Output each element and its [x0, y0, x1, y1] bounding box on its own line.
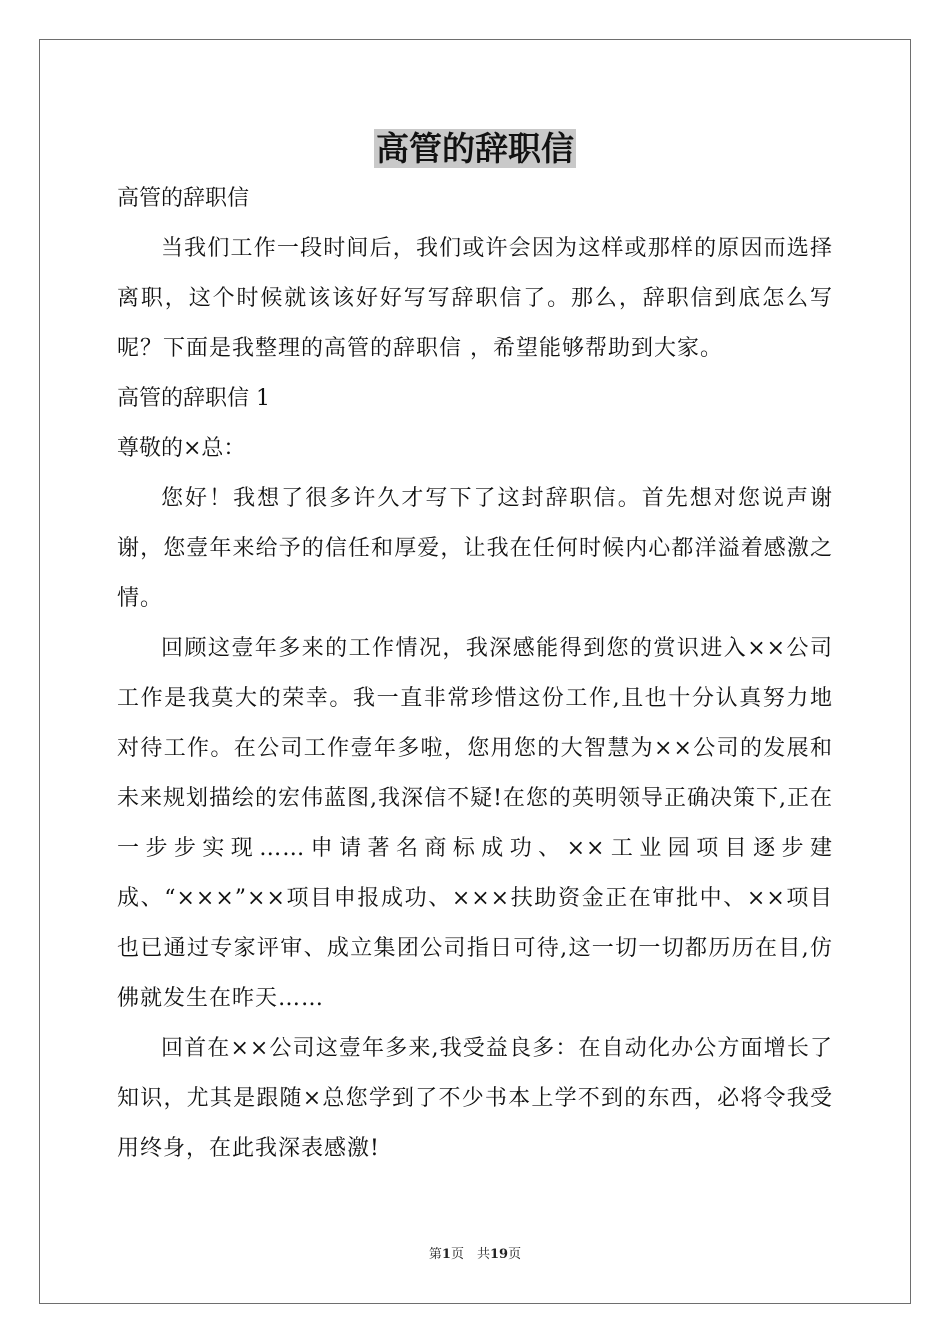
page-footer: [0, 1246, 950, 1264]
body-paragraph: 回顾这壹年多来的工作情况，我深感能得到您的赏识进入××公司工作是我莫大的荣幸。我一直非常珍惜这份工作,且也十分认真努力地对待工作。在公司工作壹年多啦，您用您的大智慧为××公司的发展和未来规划描绘的宏伟蓝图,我深信不疑!在您的英明领导正确决策下,正在一步步实现……申请著名商标成功、××工业园项目逐步建成、“×××”××项目申报成功、×××扶助资金正在审批中、××项目也已通过专家评审、成立集团公司指日可待,这一切一切都历历在目,仿佛就发生在昨天……: [117, 636, 833, 1011]
document-title: [0, 127, 950, 171]
section-heading: 高管的辞职信 1: [117, 386, 270, 411]
body-paragraph: 回首在××公司这壹年多来,我受益良多：在自动化办公方面增长了知识，尤其是跟随×总您学到了不少书本上学不到的东西，必将令我受用终身，在此我深表感激!: [117, 1036, 833, 1161]
footer-page-suffix: 页 共: [450, 1247, 490, 1262]
document-subtitle: 高管的辞职信: [117, 186, 250, 211]
footer-page-number: 1: [441, 1247, 451, 1262]
footer-total-suffix: 页: [508, 1247, 522, 1262]
salutation: 尊敬的×总：: [117, 436, 246, 461]
body-paragraph: 您好！我想了很多许久才写下了这封辞职信。首先想对您说声谢谢，您壹年来给予的信任和厚爱，让我在任何时候内心都洋溢着感激之情。: [117, 486, 833, 611]
document-title-text: 高管的辞职信: [376, 129, 574, 168]
intro-paragraph: 当我们工作一段时间后，我们或许会因为这样或那样的原因而选择离职，这个时候就该该好好写写辞职信了。那么，辞职信到底怎么写呢？下面是我整理的高管的辞职信 ，希望能够帮助到大家。: [117, 236, 833, 361]
document-body: [117, 174, 833, 1174]
footer-total-pages: 19: [489, 1247, 509, 1262]
footer-prefix: 第: [428, 1247, 442, 1262]
